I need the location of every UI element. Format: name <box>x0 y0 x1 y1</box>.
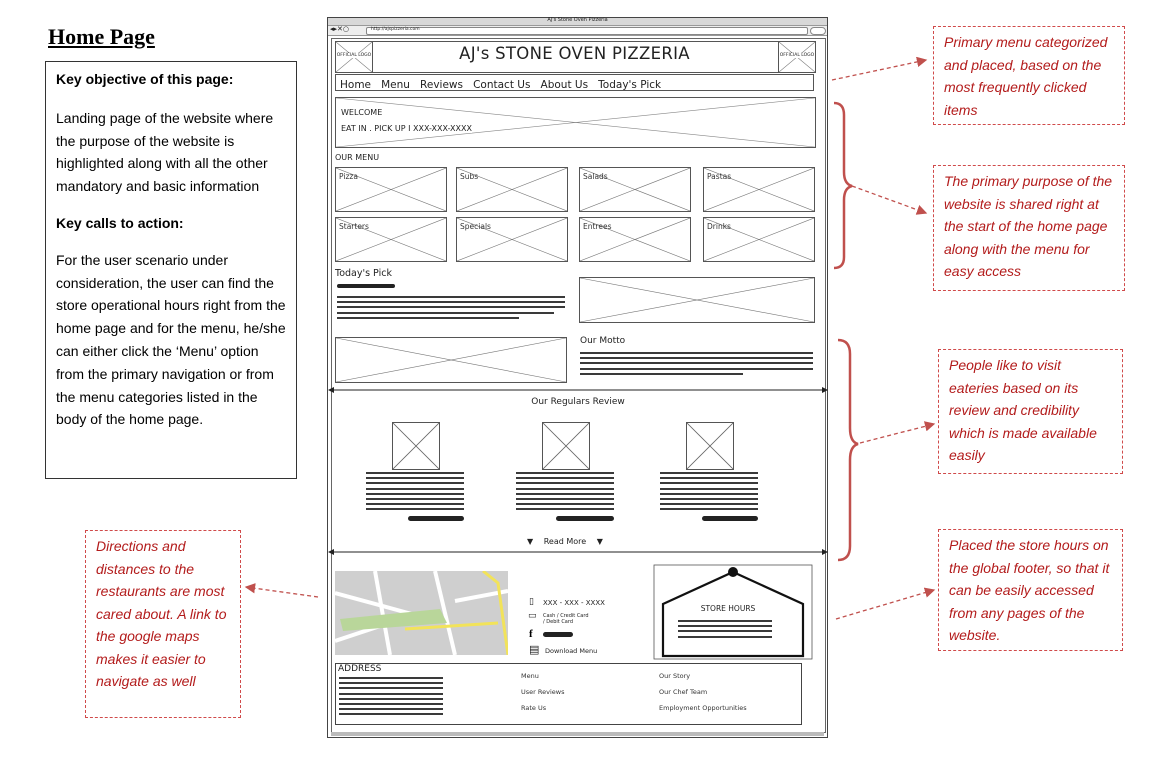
window-title: AJ's Stone Oven Pizzeria <box>547 17 608 23</box>
footer-link-menu[interactable]: Menu <box>521 672 539 680</box>
phone-number: XXX - XXX - XXXX <box>543 599 605 607</box>
footer-link-rate-us[interactable]: Rate Us <box>521 704 547 712</box>
annotation-store-hours: Placed the store hours on the global footer, so that it can be easily accessed from any pages of the website. <box>938 529 1123 651</box>
payment-line-2: / Debit Card <box>543 619 574 625</box>
menu-category-label: Starters <box>339 222 369 231</box>
nav-arrows-icon[interactable]: ◂▸✕○ <box>330 25 350 33</box>
annotation-directions: Directions and distances to the restaurants are most cared about. A link to the google maps makes it easier to navigate as well <box>85 530 241 718</box>
document-icon: ▤ <box>529 643 540 656</box>
objective-text: Landing page of the website where the purpose of the website is highlighted along with all the other mandatory and basic information <box>56 109 274 195</box>
read-more-link[interactable]: ▼ Read More ▼ <box>527 537 603 546</box>
site-title: AJ's STONE OVEN PIZZERIA <box>459 44 690 63</box>
menu-category-label: Salads <box>583 172 608 181</box>
footer-link-user-reviews[interactable]: User Reviews <box>521 688 565 696</box>
address-heading: ADDRESS <box>338 664 382 674</box>
nav-contact-us[interactable]: Contact Us <box>473 79 531 91</box>
phone-icon: ▯ <box>529 597 534 607</box>
card-icon: ▭ <box>528 611 537 621</box>
chevron-down-icon: ▼ <box>527 537 534 546</box>
eat-in-text: EAT IN . PICK UP I XXX-XXX-XXXX <box>341 124 472 133</box>
chevron-down-icon: ▼ <box>596 537 603 546</box>
cta-text: For the user scenario under consideration, the user can find the store operational hours right from the home page and for the menu, he/she can either click the ‘Menu’ option from the primary navigation or from the menu categories listed in the body of the home page. <box>56 251 286 428</box>
nav-todays-pick[interactable]: Today's Pick <box>598 79 662 91</box>
todays-pick-heading: Today's Pick <box>335 268 392 279</box>
store-hours-title: STORE HOURS <box>700 604 756 613</box>
nav-home[interactable]: Home <box>340 79 372 91</box>
nav-about-us[interactable]: About Us <box>540 79 589 91</box>
regulars-review-heading: Our Regulars Review <box>531 397 625 407</box>
page-title: Home Page <box>48 24 155 49</box>
annotation-primary-purpose: The primary purpose of the website is shared right at the start of the home page along with the menu for easy access <box>933 165 1125 291</box>
cta-heading: Key calls to action: <box>56 214 184 231</box>
menu-category-label: Specials <box>460 222 491 231</box>
menu-category-label: Drinks <box>707 222 731 231</box>
url-text: http://ajspizzeria.com <box>371 27 420 32</box>
annotation-reviews: People like to visit eateries based on its review and credibility which is made available easily <box>938 349 1123 474</box>
logo-right-label: OFFICIAL LOGO <box>779 53 815 58</box>
payment-line-1: Cash / Credit Card <box>543 613 589 619</box>
menu-category-label: Pizza <box>339 172 358 181</box>
menu-category-label: Entrees <box>583 222 612 231</box>
download-menu-link[interactable]: Download Menu <box>545 647 598 655</box>
our-menu-heading: OUR MENU <box>335 153 380 162</box>
our-motto-heading: Our Motto <box>580 336 626 346</box>
footer-link-employment[interactable]: Employment Opportunities <box>659 704 747 712</box>
menu-category-label: Pastas <box>707 172 732 181</box>
nav-menu[interactable]: Menu <box>381 79 410 91</box>
facebook-icon[interactable]: f <box>529 628 533 640</box>
welcome-text: WELCOME <box>341 108 383 117</box>
nav-reviews[interactable]: Reviews <box>420 79 463 91</box>
annotation-primary-menu: Primary menu categorized and placed, based on the most frequently clicked items <box>933 26 1125 125</box>
menu-category-label: Subs <box>460 172 479 181</box>
footer-link-chef-team[interactable]: Our Chef Team <box>659 688 708 696</box>
footer-link-our-story[interactable]: Our Story <box>659 672 691 680</box>
logo-left-label: OFFICIAL LOGO <box>336 53 372 58</box>
objective-heading: Key objective of this page: <box>56 71 234 87</box>
